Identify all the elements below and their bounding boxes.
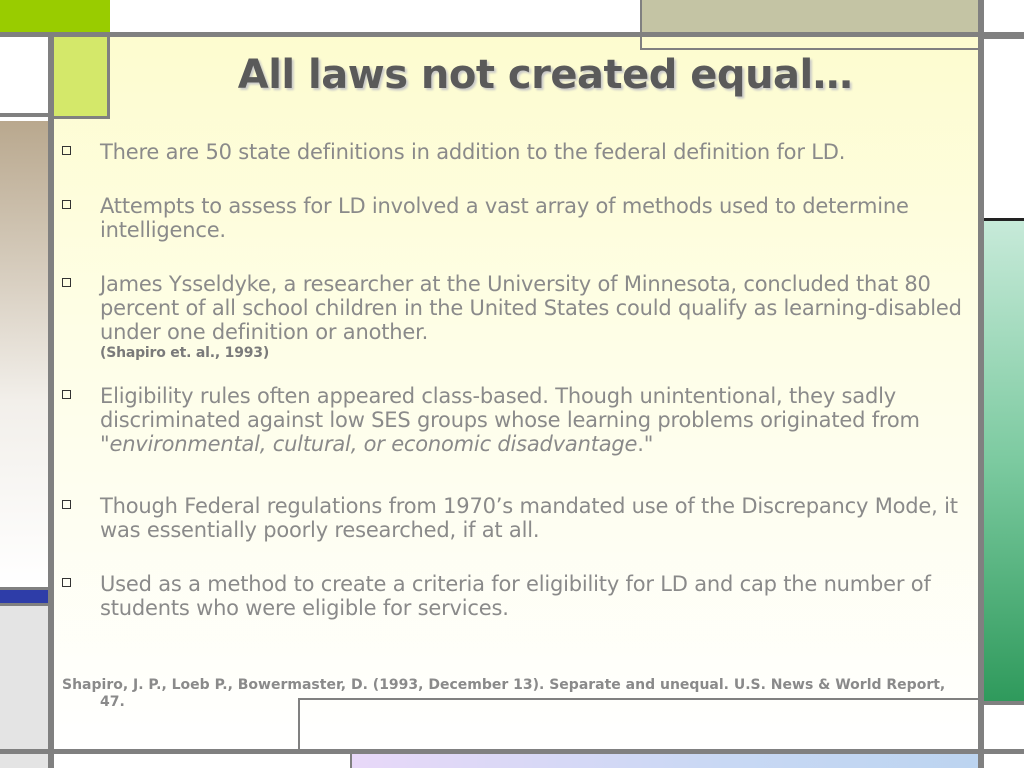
green-corner-block [0, 0, 110, 32]
left-white-block [0, 37, 48, 117]
left-blue-stripe [0, 587, 48, 603]
bullet-list [62, 140, 974, 620]
reference-citation: Shapiro, J. P., Loeb P., Bowermaster, D. (1993, December 13). Separate and unequal. U.S. News & World Report, 47. [62, 677, 946, 710]
bullet-citation: (Shapiro et. al., 1993) [100, 345, 270, 361]
olive-outline-box [640, 32, 980, 50]
left-bottom-block [0, 603, 48, 768]
bullet-item [62, 384, 974, 456]
bullet-italic-text: environmental, cultural, or economic disadvantage [109, 432, 638, 456]
square-bullet-icon [62, 200, 71, 209]
bullet-item [62, 194, 974, 242]
bullet-text: Used as a method to create a criteria for eligibility for LD and cap the number of students who were eligible for services. [100, 572, 931, 620]
bottom-gradient-strip [350, 754, 978, 768]
bullet-item [62, 272, 974, 362]
square-bullet-icon [62, 390, 71, 399]
bullet-item [62, 572, 974, 620]
slide-title: All laws not created equal… [237, 52, 853, 98]
bullet-text: Eligibility rules often appeared class-based. Though unintentional, they sadly discriminated against low SES groups whose learning problems originated from " [100, 384, 920, 456]
lime-corner-square [54, 37, 110, 119]
bullet-text: There are 50 state definitions in addition to the federal definition for LD. [100, 140, 846, 164]
square-bullet-icon [62, 146, 71, 155]
olive-top-block [640, 0, 980, 32]
bullet-item [62, 494, 974, 542]
square-bullet-icon [62, 278, 71, 287]
left-tan-gradient-block [0, 121, 48, 587]
bullet-text-end: ." [637, 432, 654, 456]
bullet-item [62, 140, 974, 164]
left-frame-bar [48, 37, 54, 768]
bullet-text: Attempts to assess for LD involved a vast array of methods used to determine intelligence. [100, 194, 909, 242]
right-frame-bar [978, 0, 984, 768]
square-bullet-icon [62, 500, 71, 509]
right-white-block [984, 37, 1024, 220]
top-white-strip [110, 0, 640, 32]
square-bullet-icon [62, 578, 71, 587]
right-bottom-white-block [984, 701, 1024, 768]
bullet-text: Though Federal regulations from 1970’s mandated use of the Discrepancy Mode, it was essentially poorly researched, if at all. [100, 494, 958, 542]
top-right-white-block [984, 0, 1024, 32]
right-green-gradient-block [984, 221, 1024, 701]
bullet-text: James Ysseldyke, a researcher at the University of Minnesota, concluded that 80 percent of all school children in the United States could qualify as learning-disabled under one definition or another. [100, 272, 962, 344]
bottom-white-strip [54, 754, 350, 768]
